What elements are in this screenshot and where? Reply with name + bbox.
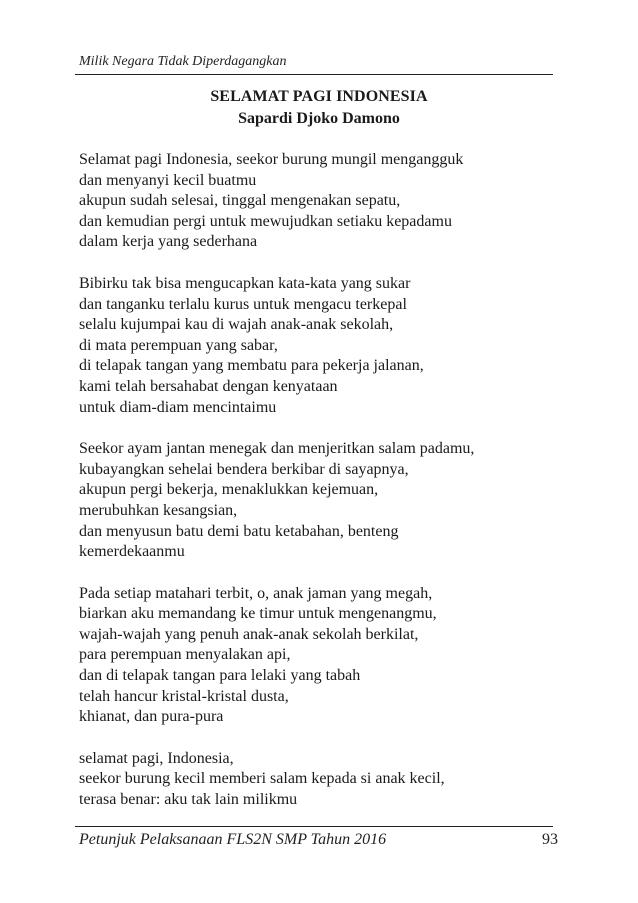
poem-line: Seekor ayam jantan menegak dan menjeritkan salam padamu, xyxy=(79,440,475,458)
poem-body xyxy=(79,150,559,811)
stanza-5 xyxy=(79,749,559,811)
poem-line: wajah-wajah yang penuh anak-anak sekolah berkilat, xyxy=(79,625,419,643)
poem-line: Bibirku tak bisa mengucapkan kata-kata yang sukar xyxy=(79,274,411,292)
stanza-3 xyxy=(79,439,559,563)
poem-line: dan tanganku terlalu kurus untuk mengacu terkepal xyxy=(79,295,407,313)
poem-line: untuk diam-diam mencintaimu xyxy=(79,398,277,416)
footer-divider xyxy=(75,826,553,827)
header-divider xyxy=(75,74,553,75)
poem-line: dalam kerja yang sederhana xyxy=(79,233,258,251)
poem-author: Sapardi Djoko Damono xyxy=(238,110,400,127)
poem-line: biarkan aku memandang ke timur untuk mengenangmu, xyxy=(79,605,437,623)
poem-line: Selamat pagi Indonesia, seekor burung mungil mengangguk xyxy=(79,151,464,168)
poem-line: di telapak tangan yang membatu para pekerja jalanan, xyxy=(79,357,424,375)
poem-line: akupun pergi bekerja, menaklukkan kejemuan, xyxy=(79,481,379,499)
poem-line: para perempuan menyalakan api, xyxy=(79,646,291,664)
poem-line: kubayangkan sehelai bendera berkibar di sayapnya, xyxy=(79,460,409,478)
poem-line: akupun sudah selesai, tinggal mengenakan sepatu, xyxy=(79,192,401,210)
poem-line: di mata perempuan yang sabar, xyxy=(79,336,278,354)
poem-line: dan menyusun batu demi batu ketabahan, benteng xyxy=(79,522,399,540)
poem-line: seekor burung kecil memberi salam kepada si anak kecil, xyxy=(79,770,445,788)
poem-line: merubuhkan kesangsian, xyxy=(79,501,238,519)
stanza-4 xyxy=(79,584,559,728)
poem-line: khianat, dan pura-pura xyxy=(79,708,224,726)
poem-title: SELAMAT PAGI INDONESIA xyxy=(210,88,428,105)
poem-line: telah hancur kristal-kristal dusta, xyxy=(79,687,289,705)
poem-line: selalu kujumpai kau di wajah anak-anak sekolah, xyxy=(79,316,394,334)
poem-line: selamat pagi, Indonesia, xyxy=(79,749,234,767)
poem-line: kami telah bersahabat dengan kenyataan xyxy=(79,377,338,395)
poem-line: dan di telapak tangan para lelaki yang tabah xyxy=(79,667,361,685)
poem-line: Pada setiap matahari terbit, o, anak jaman yang megah, xyxy=(79,584,433,602)
running-header: Milik Negara Tidak Diperdagangkan xyxy=(79,54,287,69)
poem-line: terasa benar: aku tak lain milikmu xyxy=(79,791,298,809)
poem-line: dan menyanyi kecil buatmu xyxy=(79,171,257,189)
poem-line: dan kemudian pergi untuk mewujudkan setiaku kepadamu xyxy=(79,212,452,230)
poem-line: kemerdekaanmu xyxy=(79,543,185,561)
stanza-2 xyxy=(79,274,559,418)
running-footer: Petunjuk Pelaksanaan FLS2N SMP Tahun 2016 xyxy=(79,831,387,848)
stanza-1 xyxy=(79,150,559,253)
page-number: 93 xyxy=(542,831,558,848)
